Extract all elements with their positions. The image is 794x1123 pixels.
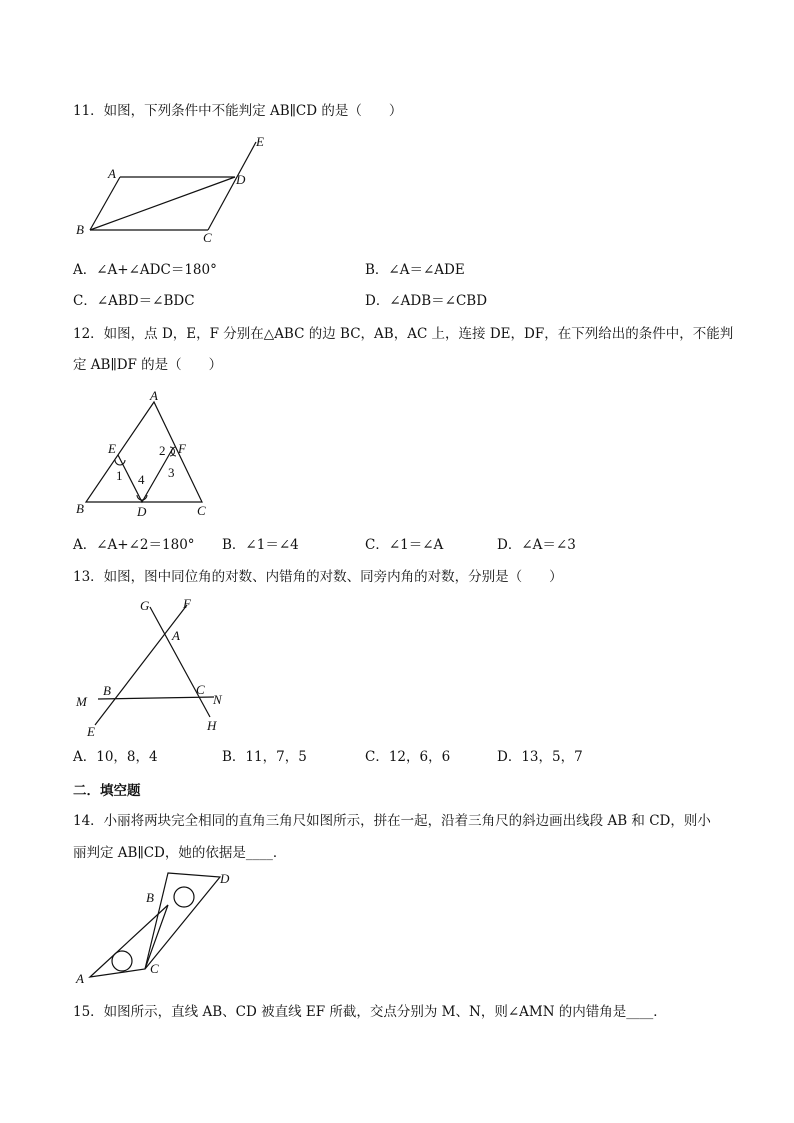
q14-triangle-hole-upper	[174, 887, 194, 907]
q13-label-n: N	[213, 692, 222, 707]
q12-option-d[interactable]: D．∠A＝∠3	[497, 537, 576, 553]
q13-label-c: C	[196, 682, 205, 697]
q13-label-m: M	[76, 694, 87, 709]
q11-label-b: B	[76, 222, 84, 237]
q12-figure	[70, 385, 230, 525]
q14-triangle-hole-lower	[112, 951, 132, 971]
q11-figure	[70, 132, 280, 247]
q12-angle-1: 1	[116, 468, 123, 483]
q14-figure	[70, 865, 240, 990]
q12-option-a[interactable]: A．∠A+∠2＝180°	[73, 537, 195, 553]
q13-label-b: B	[103, 683, 111, 698]
q12-option-c[interactable]: C．∠1＝∠A	[365, 537, 444, 553]
q11-label-c: C	[203, 230, 212, 245]
q11-stem: 11．如图，下列条件中不能判定 AB∥CD 的是（ ）	[73, 103, 403, 119]
q11-option-a[interactable]: A．∠A+∠ADC＝180°	[73, 262, 217, 278]
q12-angle-3: 3	[168, 465, 175, 480]
q11-label-a: A	[108, 166, 116, 181]
q12-stem-line1: 12．如图，点 D，E，F 分别在△ABC 的边 BC，AB，AC 上，连接 DE，DF，在下列给出的条件中，不能判	[73, 326, 734, 342]
section-fill-in-title: 二．填空题	[73, 783, 141, 799]
q12-label-a: A	[150, 388, 158, 403]
q12-angle-4: 4	[138, 472, 145, 487]
q13-option-b[interactable]: B．11，7，5	[222, 749, 307, 765]
q12-label-d: D	[137, 504, 147, 519]
q13-stem: 13．如图，图中同位角的对数、内错角的对数、同旁内角的对数，分别是（ ）	[73, 569, 563, 585]
q13-option-c[interactable]: C．12，6，6	[365, 749, 451, 765]
q14-label-b: B	[146, 890, 154, 905]
q12-label-f: F	[178, 441, 186, 456]
q13-option-d[interactable]: D．13，5，7	[497, 749, 583, 765]
q14-label-a: A	[76, 971, 84, 986]
q11-option-c[interactable]: C．∠ABD＝∠BDC	[73, 293, 195, 309]
q11-label-e: E	[256, 134, 264, 149]
q12-label-b: B	[76, 501, 84, 516]
q13-label-f: F	[183, 596, 191, 611]
q11-option-b[interactable]: B．∠A＝∠ADE	[365, 262, 465, 278]
q12-stem-line2: 定 AB∥DF 的是（ ）	[73, 357, 223, 373]
q14-label-d: D	[220, 871, 230, 886]
q13-option-a[interactable]: A．10，8，4	[73, 749, 158, 765]
q14-stem-line2: 丽判定 AB∥CD，她的依据是____．	[73, 845, 287, 861]
q13-label-a: A	[172, 628, 180, 643]
q14-label-c: C	[150, 961, 159, 976]
q13-figure	[70, 595, 240, 740]
q12-option-b[interactable]: B．∠1＝∠4	[222, 537, 299, 553]
q11-label-d: D	[236, 172, 246, 187]
q14-stem-line1: 14．小丽将两块完全相同的直角三角尺如图所示，拼在一起，沿着三角尺的斜边画出线段 AB 和 CD，则小	[73, 813, 711, 829]
q12-angle-2: 2	[159, 443, 166, 458]
q13-label-h: H	[207, 718, 217, 733]
q13-label-e: E	[87, 724, 95, 739]
q15-stem: 15．如图所示，直线 AB、CD 被直线 EF 所截，交点分别为 M、N，则∠AMN 的内错角是____．	[73, 1004, 667, 1020]
q13-label-g: G	[140, 598, 150, 613]
q11-option-d[interactable]: D．∠ADB＝∠CBD	[365, 293, 488, 309]
q12-label-e: E	[108, 441, 116, 456]
q12-label-c: C	[197, 503, 206, 518]
